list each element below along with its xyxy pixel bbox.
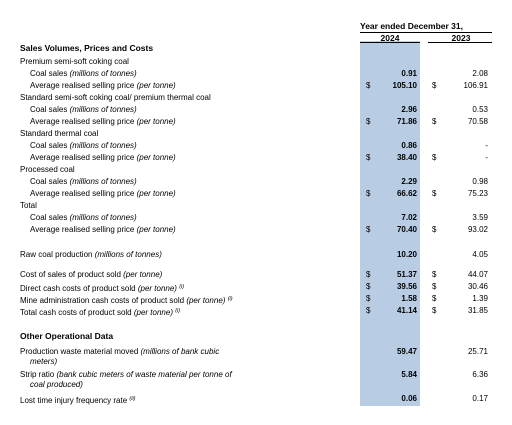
- year-2024-header: 2024: [380, 33, 400, 43]
- table-row: Production waste material moved (millions of bank cubic 59.47 25.71: [20, 347, 488, 356]
- table-row: Average realised selling price (per tonne) $ 105.10 $ 106.91: [30, 81, 488, 90]
- table-row: Average realised selling price (per tonne) $ 66.62 $ 75.23: [30, 189, 488, 198]
- table-row: Coal sales (millions of tonnes) 2.29 0.98: [30, 177, 488, 186]
- table-row-continuation: meters): [30, 357, 58, 366]
- table-row: Coal sales (millions of tonnes) 7.02 3.59: [30, 213, 488, 222]
- section-title-sales: Sales Volumes, Prices and Costs: [20, 43, 154, 53]
- table-row: Direct cash costs of product sold (per tonne) $^{(i)}$ $ 39.56 $ 30.46: [20, 282, 488, 293]
- table-row: Average realised selling price (per tonne) $ 71.86 $ 70.58: [30, 117, 488, 126]
- table-row-continuation: coal produced): [30, 380, 83, 389]
- table-row: Total: [20, 201, 37, 210]
- table-row: Coal sales (millions of tonnes) 2.96 0.53: [30, 105, 488, 114]
- table-row: Average realised selling price (per tonne) $ 70.40 $ 93.02: [30, 225, 488, 234]
- table-row: Cost of sales of product sold (per tonne) $ 51.37 $ 44.07: [20, 270, 488, 279]
- table-row: Coal sales (millions of tonnes) 0.86 -: [30, 141, 488, 150]
- caption-underline: [360, 32, 492, 33]
- table-row: Coal sales (millions of tonnes) 0.91 2.08: [30, 69, 488, 78]
- table-row: Strip ratio (bank cubic meters of waste material per tonne of 5.84 6.36: [20, 370, 488, 379]
- table-row: Standard thermal coal: [20, 129, 99, 138]
- table-row: Processed coal: [20, 165, 75, 174]
- table-row: Mine administration cash costs of product sold (per tonne) $^{(i)}$ $ 1.58 $ 1.39: [20, 294, 488, 305]
- year-2023-header: 2023: [451, 33, 471, 43]
- section-title-ops: Other Operational Data: [20, 331, 114, 341]
- year-headers: [360, 33, 492, 42]
- table-row: Raw coal production (millions of tonnes) 10.20 4.05: [20, 250, 488, 259]
- table-row: Total cash costs of product sold (per tonne) $^{(i)}$ $ 41.14 $ 31.85: [20, 306, 488, 317]
- table-row: Average realised selling price (per tonne) $ 38.40 $ -: [30, 153, 488, 162]
- table-row: Lost time injury frequency rate $^{(ii)}$ 0.06 0.17: [20, 394, 488, 405]
- year-ended-caption: Year ended December 31,: [360, 21, 464, 31]
- table-row: Premium semi-soft coking coal: [20, 57, 129, 66]
- table-row: Standard semi-soft coking coal/ premium thermal coal: [20, 93, 211, 102]
